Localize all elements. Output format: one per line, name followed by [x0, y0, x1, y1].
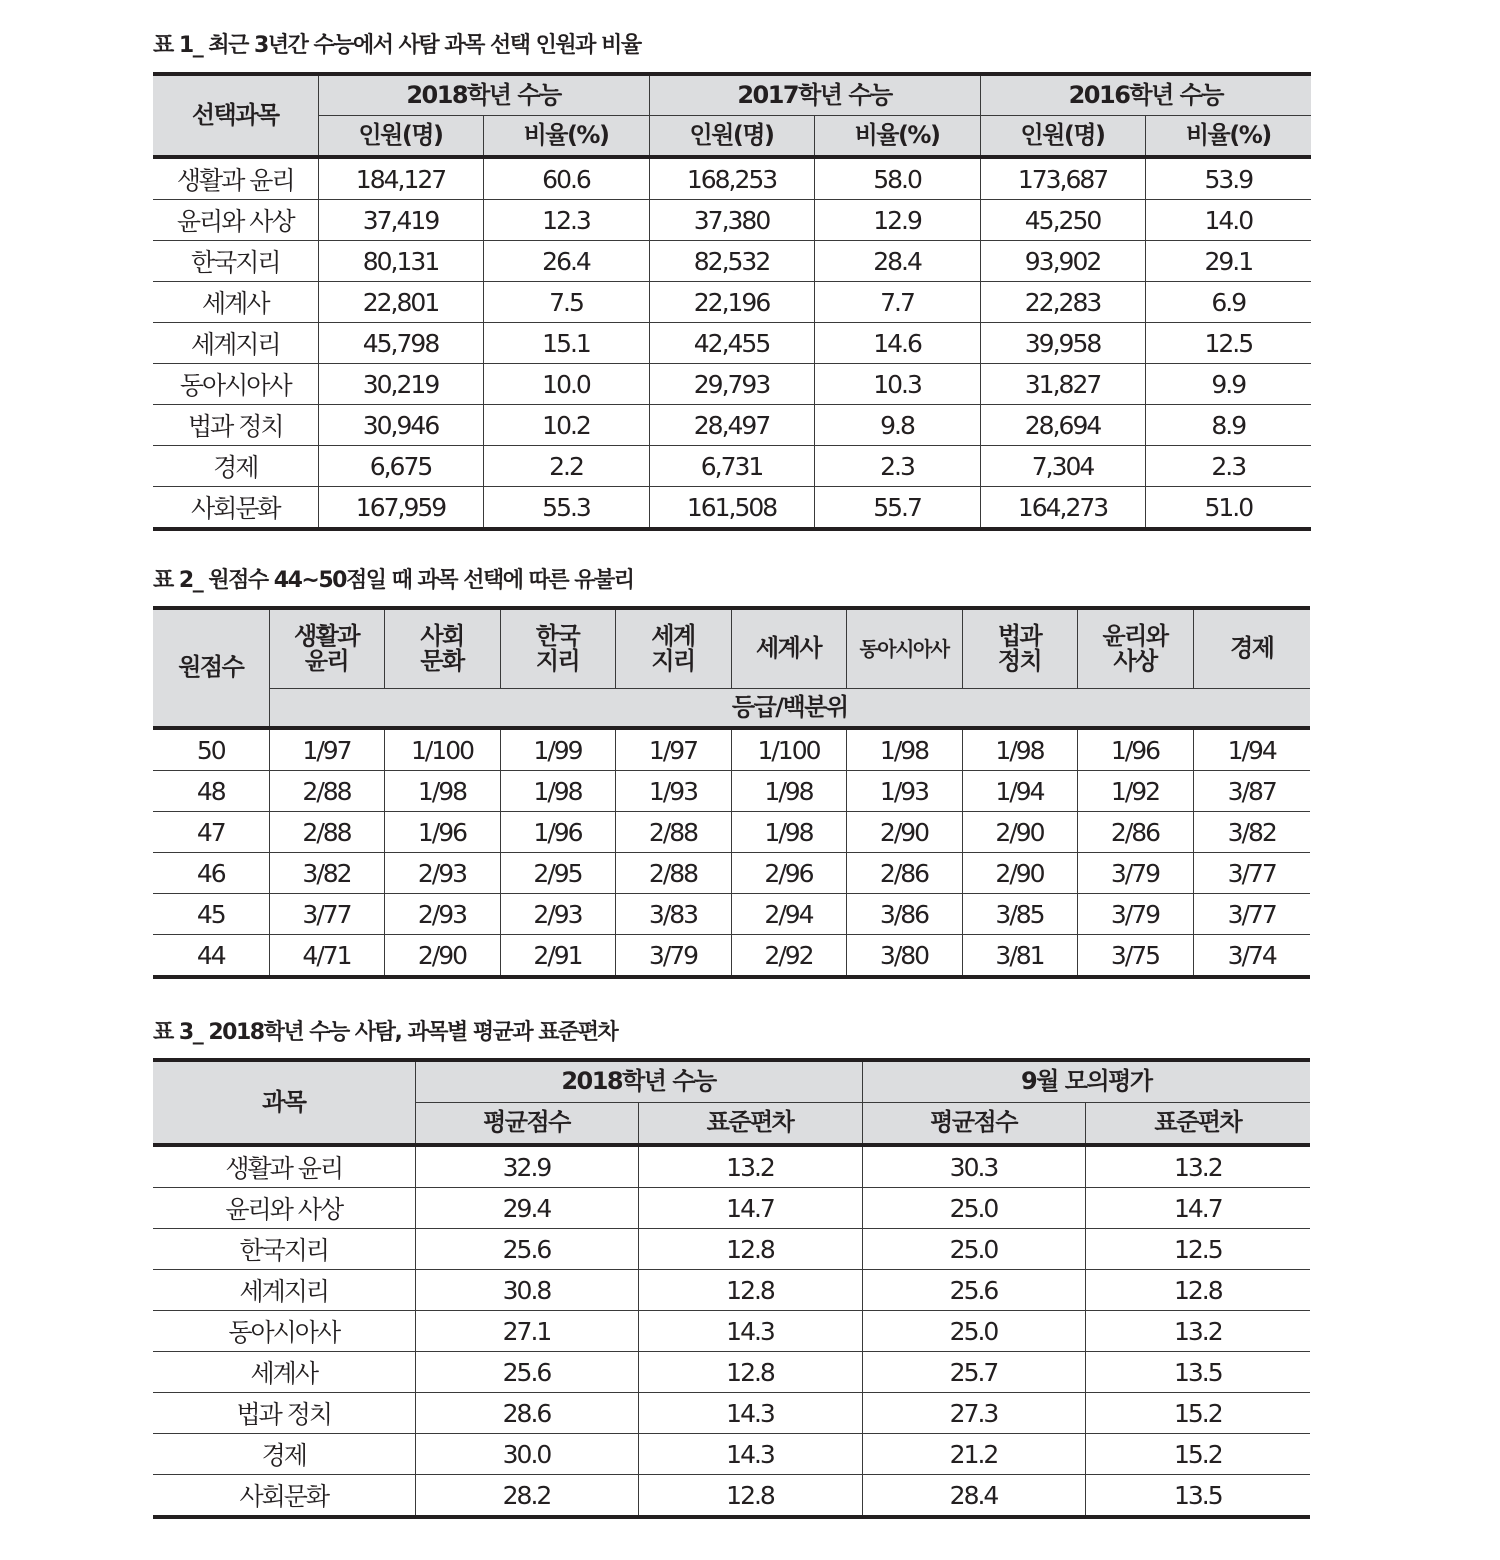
- header-subject: 선택과목: [153, 74, 318, 157]
- table-cell: 12.8: [638, 1475, 862, 1518]
- header-ratio: 비율(%): [483, 116, 649, 158]
- header-subject: 과목: [153, 1060, 415, 1145]
- row-label: 50: [153, 728, 269, 771]
- table-cell: 3/81: [962, 935, 1077, 978]
- table-cell: 1/96: [1077, 728, 1193, 771]
- table-row: [153, 487, 1311, 530]
- table-cell: 1/92: [1077, 771, 1193, 812]
- table-cell: 29,793: [649, 364, 814, 405]
- table-row: [153, 1352, 1310, 1393]
- header-stddev: 표준편차: [638, 1103, 862, 1146]
- table-cell: 37,380: [649, 200, 814, 241]
- table-cell: 6.9: [1145, 282, 1311, 323]
- table-cell: 9.9: [1145, 364, 1311, 405]
- header-subject-3: 한국 지리: [500, 608, 615, 689]
- row-label: 한국지리: [153, 1229, 415, 1270]
- table-cell: 53.9: [1145, 157, 1311, 200]
- table-cell: 25.0: [862, 1311, 1085, 1352]
- table-cell: 173,687: [980, 157, 1145, 200]
- table-cell: 25.0: [862, 1188, 1085, 1229]
- table-row: [153, 1270, 1310, 1311]
- table-cell: 14.6: [814, 323, 980, 364]
- table-cell: 80,131: [318, 241, 483, 282]
- table-cell: 42,455: [649, 323, 814, 364]
- table1-body: [153, 157, 1311, 529]
- table-cell: 25.7: [862, 1352, 1085, 1393]
- header-count: 인원(명): [980, 116, 1145, 158]
- table-cell: 1/98: [846, 728, 962, 771]
- row-label: 경제: [153, 1434, 415, 1475]
- row-label: 동아시아사: [153, 1311, 415, 1352]
- table-cell: 25.6: [862, 1270, 1085, 1311]
- table-cell: 14.3: [638, 1434, 862, 1475]
- table-cell: 12.8: [638, 1229, 862, 1270]
- table-cell: 13.2: [638, 1145, 862, 1188]
- table-cell: 2/88: [269, 812, 384, 853]
- table-cell: 3/79: [1077, 853, 1193, 894]
- table-cell: 3/85: [962, 894, 1077, 935]
- table-cell: 14.7: [638, 1188, 862, 1229]
- table-cell: 7,304: [980, 446, 1145, 487]
- table-cell: 12.3: [483, 200, 649, 241]
- table-row: [153, 1393, 1310, 1434]
- row-label: 법과 정치: [153, 1393, 415, 1434]
- table-cell: 13.2: [1085, 1311, 1310, 1352]
- table-cell: 3/82: [1193, 812, 1310, 853]
- table-cell: 60.6: [483, 157, 649, 200]
- table-row: [153, 1434, 1310, 1475]
- header-subject-8: 윤리와 사상: [1077, 608, 1193, 689]
- table-cell: 45,250: [980, 200, 1145, 241]
- table1-enrollment: [153, 72, 1311, 531]
- table1-caption: 표 1_ 최근 3년간 수능에서 사탐 과목 선택 인원과 비율: [153, 33, 641, 58]
- table-cell: 164,273: [980, 487, 1145, 530]
- table-cell: 12.8: [638, 1352, 862, 1393]
- table-cell: 2/93: [384, 894, 500, 935]
- table-cell: 93,902: [980, 241, 1145, 282]
- table-cell: 1/99: [500, 728, 615, 771]
- row-label: 45: [153, 894, 269, 935]
- table-cell: 14.0: [1145, 200, 1311, 241]
- table-cell: 3/82: [269, 853, 384, 894]
- row-label: 47: [153, 812, 269, 853]
- table-cell: 30.3: [862, 1145, 1085, 1188]
- table-cell: 12.5: [1085, 1229, 1310, 1270]
- table-cell: 3/80: [846, 935, 962, 978]
- table-cell: 13.5: [1085, 1352, 1310, 1393]
- table-row: [153, 894, 1310, 935]
- table-cell: 22,196: [649, 282, 814, 323]
- header-count: 인원(명): [649, 116, 814, 158]
- table-cell: 55.7: [814, 487, 980, 530]
- table-cell: 1/98: [384, 771, 500, 812]
- table-cell: 10.3: [814, 364, 980, 405]
- table-cell: 1/100: [731, 728, 846, 771]
- row-label: 경제: [153, 446, 318, 487]
- header-mean: 평균점수: [415, 1103, 638, 1146]
- table-cell: 2/93: [384, 853, 500, 894]
- table-cell: 37,419: [318, 200, 483, 241]
- table-cell: 27.1: [415, 1311, 638, 1352]
- table3-body: [153, 1145, 1310, 1517]
- table-row: [153, 241, 1311, 282]
- table-cell: 2/88: [615, 812, 731, 853]
- table-cell: 1/96: [500, 812, 615, 853]
- table-cell: 1/94: [1193, 728, 1310, 771]
- row-label: 법과 정치: [153, 405, 318, 446]
- table-row: [153, 935, 1310, 978]
- table3-caption: 표 3_ 2018학년 수능 사탐, 과목별 평균과 표준편차: [153, 1020, 618, 1045]
- table-cell: 39,958: [980, 323, 1145, 364]
- row-label: 사회문화: [153, 487, 318, 530]
- table-cell: 2/86: [846, 853, 962, 894]
- table-cell: 2/90: [384, 935, 500, 978]
- table-cell: 2.2: [483, 446, 649, 487]
- table2-caption: 표 2_ 원점수 44~50점일 때 과목 선택에 따른 유불리: [153, 568, 634, 593]
- table-cell: 2/96: [731, 853, 846, 894]
- table-cell: 2/94: [731, 894, 846, 935]
- table-row: [153, 1229, 1310, 1270]
- table-cell: 10.0: [483, 364, 649, 405]
- row-label: 사회문화: [153, 1475, 415, 1518]
- row-label: 세계사: [153, 1352, 415, 1393]
- table-cell: 1/98: [731, 812, 846, 853]
- header-subject-2: 사회 문화: [384, 608, 500, 689]
- table-cell: 28.4: [814, 241, 980, 282]
- header-raw-score: 원점수: [153, 608, 269, 728]
- table-cell: 15.2: [1085, 1434, 1310, 1475]
- table-cell: 9.8: [814, 405, 980, 446]
- table-cell: 10.2: [483, 405, 649, 446]
- row-label: 세계사: [153, 282, 318, 323]
- row-label: 한국지리: [153, 241, 318, 282]
- table-cell: 28,694: [980, 405, 1145, 446]
- row-label: 46: [153, 853, 269, 894]
- header-subject-4: 세계 지리: [615, 608, 731, 689]
- row-label: 48: [153, 771, 269, 812]
- table-cell: 3/77: [1193, 894, 1310, 935]
- row-label: 생활과 윤리: [153, 157, 318, 200]
- table-cell: 51.0: [1145, 487, 1311, 530]
- table2-grade-percentile: [153, 606, 1310, 979]
- table-cell: 30,946: [318, 405, 483, 446]
- row-label: 동아시아사: [153, 364, 318, 405]
- table-cell: 14.3: [638, 1393, 862, 1434]
- row-label: 세계지리: [153, 1270, 415, 1311]
- table-cell: 28,497: [649, 405, 814, 446]
- table-cell: 58.0: [814, 157, 980, 200]
- table-cell: 6,675: [318, 446, 483, 487]
- table-cell: 15.1: [483, 323, 649, 364]
- table-cell: 3/86: [846, 894, 962, 935]
- table-cell: 27.3: [862, 1393, 1085, 1434]
- table-cell: 1/94: [962, 771, 1077, 812]
- table-cell: 30.8: [415, 1270, 638, 1311]
- header-subject-1: 생활과 윤리: [269, 608, 384, 689]
- table-cell: 30.0: [415, 1434, 638, 1475]
- table-cell: 3/75: [1077, 935, 1193, 978]
- table-row: [153, 728, 1310, 771]
- table-cell: 1/93: [846, 771, 962, 812]
- table-cell: 12.9: [814, 200, 980, 241]
- table-cell: 28.2: [415, 1475, 638, 1518]
- table-cell: 3/77: [269, 894, 384, 935]
- header-year-2016: 2016학년 수능: [980, 74, 1311, 116]
- table-cell: 7.7: [814, 282, 980, 323]
- table-cell: 12.8: [638, 1270, 862, 1311]
- header-mean: 평균점수: [862, 1103, 1085, 1146]
- table-cell: 30,219: [318, 364, 483, 405]
- table-cell: 31,827: [980, 364, 1145, 405]
- table-cell: 184,127: [318, 157, 483, 200]
- table-cell: 32.9: [415, 1145, 638, 1188]
- table-cell: 29.1: [1145, 241, 1311, 282]
- header-count: 인원(명): [318, 116, 483, 158]
- table-cell: 1/98: [962, 728, 1077, 771]
- table-cell: 2/90: [962, 853, 1077, 894]
- table-cell: 26.4: [483, 241, 649, 282]
- table-cell: 1/93: [615, 771, 731, 812]
- table-cell: 13.2: [1085, 1145, 1310, 1188]
- table-cell: 15.2: [1085, 1393, 1310, 1434]
- table-cell: 3/79: [1077, 894, 1193, 935]
- header-subject-6: 동아시아사: [846, 608, 962, 689]
- table-cell: 161,508: [649, 487, 814, 530]
- table-cell: 82,532: [649, 241, 814, 282]
- table-cell: 3/79: [615, 935, 731, 978]
- header-group-csat: 2018학년 수능: [415, 1060, 862, 1103]
- table-cell: 2/95: [500, 853, 615, 894]
- header-year-2017: 2017학년 수능: [649, 74, 980, 116]
- row-label: 세계지리: [153, 323, 318, 364]
- table-cell: 2/90: [962, 812, 1077, 853]
- header-ratio: 비율(%): [814, 116, 980, 158]
- table-cell: 2/93: [500, 894, 615, 935]
- header-subject-9: 경제: [1193, 608, 1310, 689]
- table-row: [153, 200, 1311, 241]
- table-cell: 12.8: [1085, 1270, 1310, 1311]
- table-cell: 28.4: [862, 1475, 1085, 1518]
- header-ratio: 비율(%): [1145, 116, 1311, 158]
- table-cell: 13.5: [1085, 1475, 1310, 1518]
- table-cell: 1/97: [615, 728, 731, 771]
- table3-mean-stddev: [153, 1058, 1310, 1519]
- header-subject-7: 법과 정치: [962, 608, 1077, 689]
- table2-body: [153, 728, 1310, 977]
- table-cell: 14.7: [1085, 1188, 1310, 1229]
- table-row: [153, 323, 1311, 364]
- table-cell: 3/87: [1193, 771, 1310, 812]
- table-cell: 8.9: [1145, 405, 1311, 446]
- table-cell: 2/90: [846, 812, 962, 853]
- table-row: [153, 1188, 1310, 1229]
- header-group-mock: 9월 모의평가: [862, 1060, 1310, 1103]
- table-cell: 3/77: [1193, 853, 1310, 894]
- table-row: [153, 812, 1310, 853]
- table-cell: 2.3: [814, 446, 980, 487]
- table-cell: 167,959: [318, 487, 483, 530]
- table-cell: 55.3: [483, 487, 649, 530]
- table-row: [153, 853, 1310, 894]
- table-cell: 3/83: [615, 894, 731, 935]
- table-cell: 1/98: [500, 771, 615, 812]
- table-cell: 2.3: [1145, 446, 1311, 487]
- header-stddev: 표준편차: [1085, 1103, 1310, 1146]
- table-cell: 25.6: [415, 1352, 638, 1393]
- table-cell: 2/91: [500, 935, 615, 978]
- header-unit: 등급/백분위: [269, 689, 1310, 729]
- row-label: 윤리와 사상: [153, 1188, 415, 1229]
- row-label: 44: [153, 935, 269, 978]
- table-cell: 2/92: [731, 935, 846, 978]
- table-cell: 1/98: [731, 771, 846, 812]
- table-cell: 3/74: [1193, 935, 1310, 978]
- header-year-2018: 2018학년 수능: [318, 74, 649, 116]
- table-row: [153, 157, 1311, 200]
- table-cell: 28.6: [415, 1393, 638, 1434]
- table-cell: 22,283: [980, 282, 1145, 323]
- table-row: [153, 282, 1311, 323]
- table-row: [153, 1475, 1310, 1518]
- table-cell: 29.4: [415, 1188, 638, 1229]
- table-cell: 168,253: [649, 157, 814, 200]
- table-cell: 14.3: [638, 1311, 862, 1352]
- table-cell: 6,731: [649, 446, 814, 487]
- table-cell: 2/88: [269, 771, 384, 812]
- table-cell: 1/100: [384, 728, 500, 771]
- table-cell: 21.2: [862, 1434, 1085, 1475]
- table-cell: 25.6: [415, 1229, 638, 1270]
- row-label: 생활과 윤리: [153, 1145, 415, 1188]
- table-cell: 1/97: [269, 728, 384, 771]
- table-cell: 7.5: [483, 282, 649, 323]
- row-label: 윤리와 사상: [153, 200, 318, 241]
- table-row: [153, 1145, 1310, 1188]
- table-row: [153, 1311, 1310, 1352]
- table-cell: 2/88: [615, 853, 731, 894]
- header-subject-5: 세계사: [731, 608, 846, 689]
- table-cell: 2/86: [1077, 812, 1193, 853]
- table-cell: 12.5: [1145, 323, 1311, 364]
- table-row: [153, 405, 1311, 446]
- table-cell: 45,798: [318, 323, 483, 364]
- table-cell: 4/71: [269, 935, 384, 978]
- table-cell: 25.0: [862, 1229, 1085, 1270]
- table-cell: 22,801: [318, 282, 483, 323]
- table-cell: 1/96: [384, 812, 500, 853]
- table-row: [153, 446, 1311, 487]
- table-row: [153, 364, 1311, 405]
- table-row: [153, 771, 1310, 812]
